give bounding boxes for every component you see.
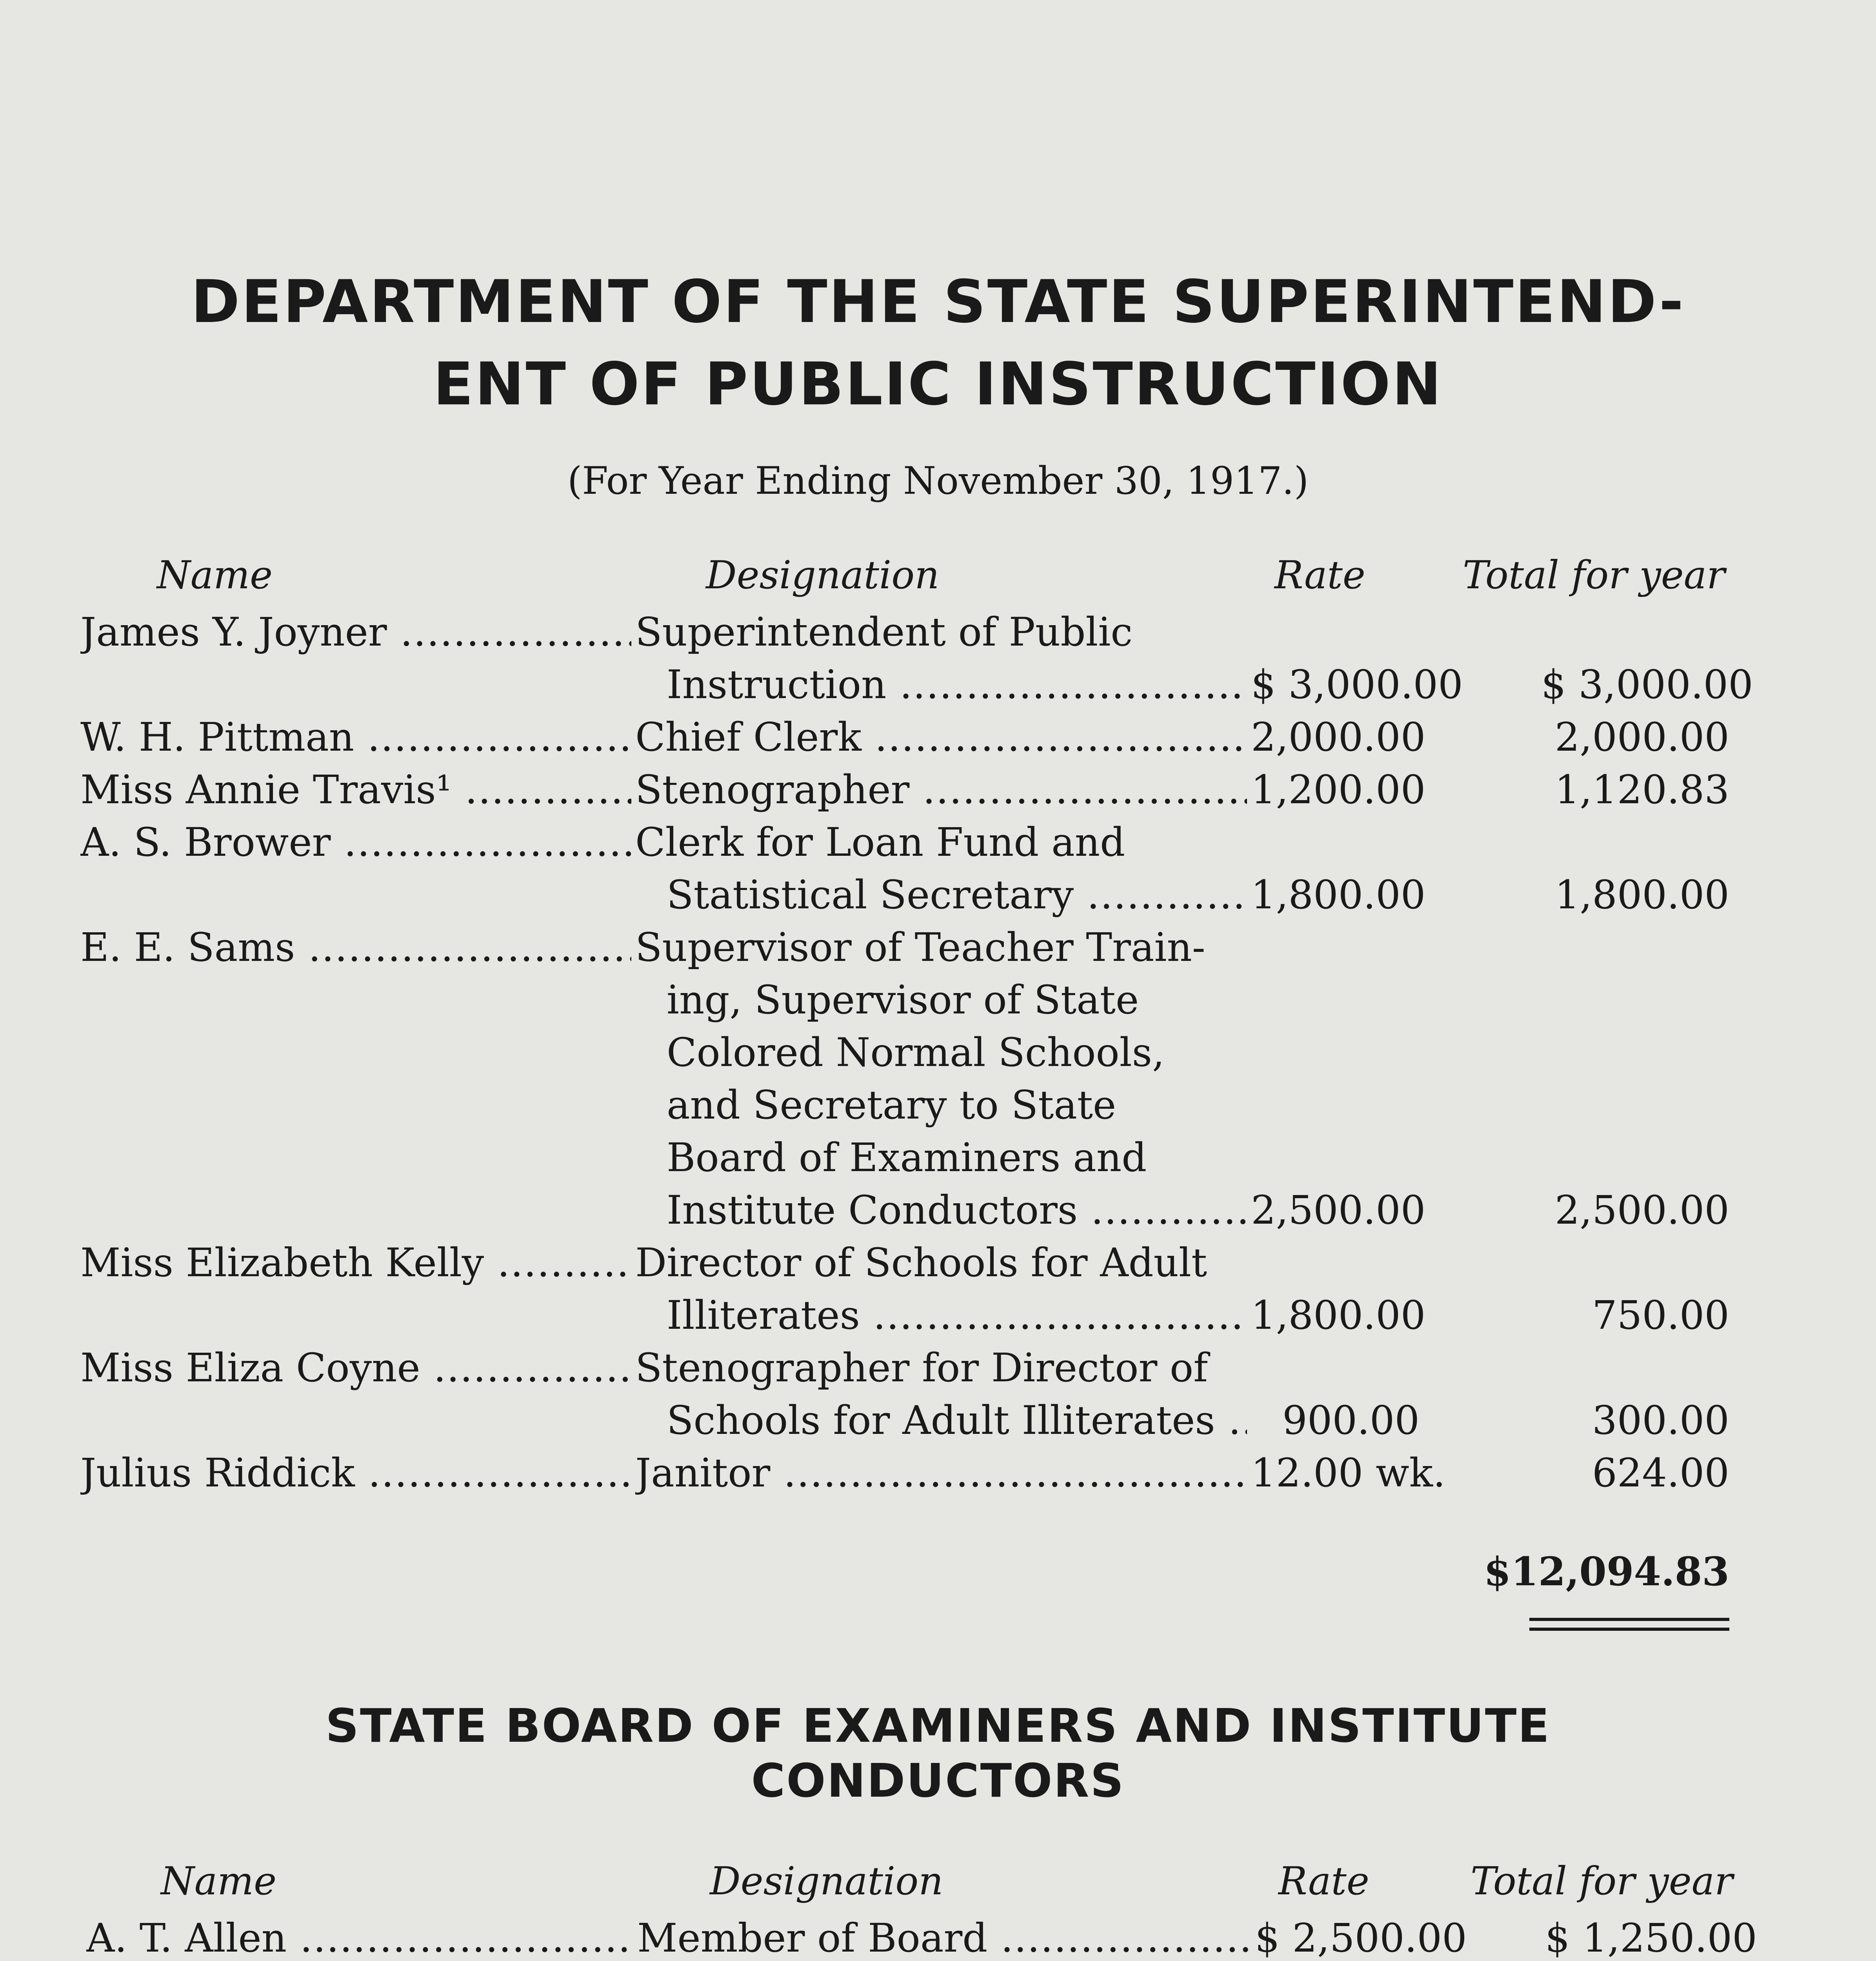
row-name: A. S. Brower .....: [80, 816, 631, 869]
row-total: 2,500.00: [1554, 1187, 1729, 1233]
section2-header-rate: Rate: [1278, 1859, 1369, 1904]
row-designation: Stenographer .....: [635, 764, 1247, 816]
row-name: James Y. Joyner .....: [80, 606, 631, 659]
section1-header-name: Name: [157, 553, 273, 598]
row-designation: Statistical Secretary .....: [667, 869, 1247, 921]
section1-title-line2: ENT OF PUBLIC INSTRUCTION: [433, 350, 1443, 418]
table-row: [0, 659, 1876, 711]
row-total: $ 3,000.00: [1541, 662, 1753, 708]
table-row: [0, 1912, 1876, 1961]
row-rate: 2,000.00: [1251, 714, 1426, 760]
section1-subtitle: (For Year Ending November 30, 1917.): [567, 459, 1309, 503]
table-row: [0, 921, 1876, 974]
row-designation: Chief Clerk .....: [635, 711, 1247, 764]
section2-title-line2: CONDUCTORS: [751, 1754, 1125, 1808]
row-rate: $ 3,000.00: [1251, 662, 1463, 708]
table-row: [0, 869, 1876, 921]
row-designation: Supervisor of Teacher Train-: [635, 924, 1205, 970]
section1-header-total: Total for year: [1463, 553, 1725, 598]
section2-header-total: Total for year: [1471, 1859, 1733, 1904]
row-total: $ 1,250.00: [1545, 1915, 1757, 1961]
row-rate: 1,200.00: [1251, 767, 1426, 813]
table-row: [0, 764, 1876, 816]
table-row: [0, 1237, 1876, 1289]
row-name: Miss Elizabeth Kelly .....: [80, 1237, 631, 1289]
row-designation: Instruction .....: [667, 659, 1247, 711]
table-row: [0, 1342, 1876, 1394]
row-designation: Member of Board .....: [637, 1912, 1251, 1961]
table-row: [0, 1394, 1876, 1447]
table-row: [0, 1026, 1876, 1079]
row-total: 300.00: [1592, 1397, 1729, 1443]
row-designation: and Secretary to State: [667, 1082, 1116, 1128]
row-total: 1,800.00: [1554, 872, 1729, 918]
table-row: [0, 1131, 1876, 1184]
table-row: [0, 606, 1876, 659]
row-rate: 900.00: [1282, 1397, 1420, 1443]
row-designation: Director of Schools for Adult: [635, 1240, 1207, 1286]
table-row: [0, 1447, 1876, 1499]
double-rule-bottom: [1529, 1628, 1729, 1631]
row-total: 750.00: [1592, 1292, 1729, 1338]
row-rate: 1,800.00: [1251, 1292, 1426, 1338]
section1-header-designation: Designation: [706, 553, 940, 598]
row-designation: Superintendent of Public: [635, 609, 1133, 655]
table-row: [0, 1079, 1876, 1131]
table-row: [0, 711, 1876, 764]
row-name: E. E. Sams .....: [80, 921, 631, 974]
row-designation: Stenographer for Director of: [635, 1345, 1208, 1391]
section2-header-name: Name: [161, 1859, 277, 1904]
section2-header-designation: Designation: [710, 1859, 943, 1904]
row-designation: Clerk for Loan Fund and: [635, 819, 1125, 865]
row-total: 2,000.00: [1554, 714, 1729, 760]
row-name: W. H. Pittman .....: [80, 711, 631, 764]
row-rate: 2,500.00: [1251, 1187, 1426, 1233]
section1-grand-total: $12,094.83: [1483, 1548, 1729, 1595]
row-designation: Illiterates .....: [667, 1289, 1247, 1342]
table-row: [0, 816, 1876, 869]
row-designation: Institute Conductors .....: [667, 1184, 1247, 1237]
section1-header-rate: Rate: [1274, 553, 1365, 598]
row-designation: Schools for Adult Illiterates .....: [667, 1394, 1247, 1447]
row-name: Miss Annie Travis¹ .....: [80, 764, 631, 816]
row-designation: Janitor .....: [635, 1447, 1247, 1499]
row-designation: Board of Examiners and: [667, 1135, 1147, 1181]
row-rate: 12.00 wk.: [1251, 1450, 1446, 1496]
section1-title-line1: DEPARTMENT OF THE STATE SUPERINTEND-: [191, 268, 1685, 336]
row-name: Miss Eliza Coyne .....: [80, 1342, 631, 1394]
row-rate: $ 2,500.00: [1255, 1915, 1467, 1961]
row-rate: 1,800.00: [1251, 872, 1426, 918]
row-designation: Colored Normal Schools,: [667, 1030, 1165, 1075]
table-row: [0, 974, 1876, 1026]
row-name: A. T. Allen .....: [86, 1912, 633, 1961]
table-row: [0, 1184, 1876, 1237]
row-total: 624.00: [1592, 1450, 1729, 1496]
row-name: Julius Riddick .....: [80, 1447, 631, 1499]
row-total: 1,120.83: [1554, 767, 1729, 813]
section2-title-line1: STATE BOARD OF EXAMINERS AND INSTITUTE: [325, 1699, 1551, 1753]
table-row: [0, 1289, 1876, 1342]
row-designation: ing, Supervisor of State: [667, 977, 1139, 1023]
double-rule-top: [1529, 1618, 1729, 1621]
